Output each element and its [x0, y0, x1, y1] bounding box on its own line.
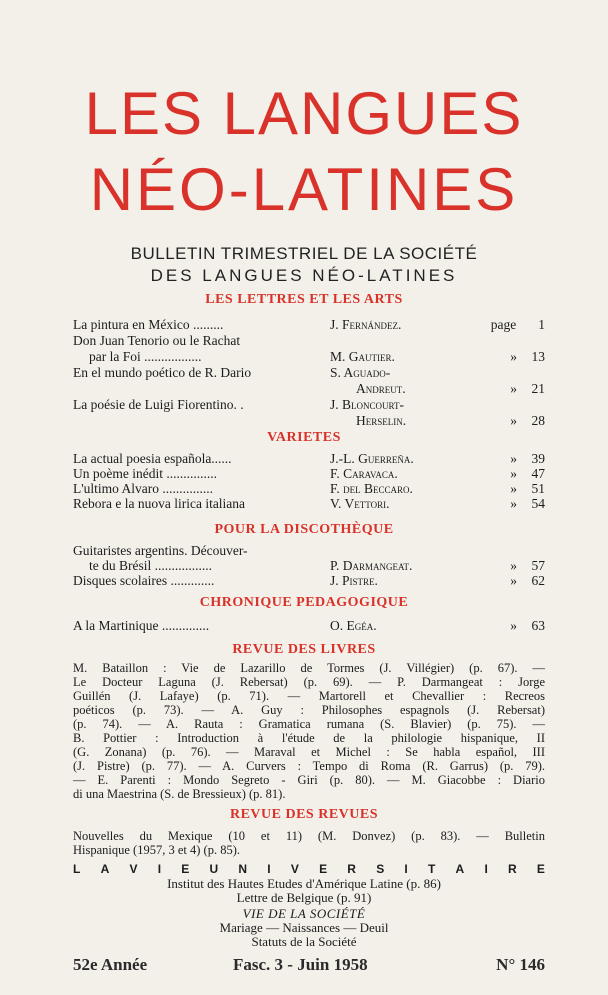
toc-page-mark: »: [510, 466, 517, 481]
vie-universitaire-line2: Lettre de Belgique (p. 91): [236, 890, 372, 905]
toc-page: [510, 466, 545, 482]
toc-author: J. Bloncourt-: [330, 397, 404, 412]
toc-title: En el mundo poético de R. Dario: [73, 365, 252, 380]
toc-page-number: 62: [531, 573, 545, 588]
vie-universitaire-letter: I: [404, 862, 408, 876]
vie-societe-line1: Mariage — Naissances — Deuil: [219, 920, 389, 935]
toc-author: F. del Beccaro.: [330, 481, 413, 496]
toc-page: [510, 413, 545, 429]
toc-title: L'ultimo Alvaro ...............: [73, 481, 214, 496]
footer-fascicule: Fasc. 3 - Juin 1958: [233, 955, 368, 974]
vie-universitaire-letter: R: [347, 862, 356, 876]
vie-universitaire-letter: V: [290, 862, 299, 876]
toc-title: Un poème inédit ...............: [73, 466, 217, 481]
footer: [73, 955, 545, 979]
subtitle-line2: DES LANGUES NÉO-LATINES: [150, 266, 458, 285]
toc-page-number: 54: [531, 496, 545, 511]
section-heading-revue-livres: REVUE DES LIVRES: [232, 642, 376, 657]
toc-page-number: 28: [531, 413, 545, 428]
toc-page-number: 39: [531, 451, 545, 466]
toc-row: [73, 466, 545, 482]
livres-line: Le Docteur Laguna (J. Rebersat) (p. 69). — P. Darmangeat : Jorge: [73, 675, 545, 689]
vie-societe-line2: Statuts de la Société: [251, 934, 357, 949]
toc-title: Don Juan Tenorio ou le Rachat: [73, 333, 241, 348]
toc-row: [73, 481, 545, 497]
vie-universitaire-letter: I: [157, 862, 162, 876]
vie-universitaire-letter: T: [427, 862, 436, 876]
toc-page-number: 13: [531, 349, 545, 364]
toc-page-number: 47: [531, 466, 545, 481]
journal-title-line2: NÉO-LATINES: [89, 156, 519, 223]
toc-page-mark: »: [510, 496, 517, 511]
vie-universitaire-letter: N: [238, 862, 248, 876]
toc-row: [73, 349, 545, 365]
revues-line: Hispanique (1957, 3 et 4) (p. 85).: [73, 843, 240, 857]
vie-universitaire-letter: A: [100, 862, 110, 876]
footer-annee: 52e Année: [73, 955, 148, 974]
toc-title: te du Brésil .................: [89, 558, 212, 573]
section-heading-lettres: LES LETTRES ET LES ARTS: [205, 292, 403, 307]
toc-title: Disques scolaires .............: [73, 573, 215, 588]
vie-universitaire-line1: Institut des Hautes Etudes d'Amérique Latine (p. 86): [167, 876, 441, 891]
toc-author: Herselin.: [356, 413, 407, 428]
revues-line: Nouvelles du Mexique (10 et 11) (M. Donvez) (p. 83). — Bulletin: [73, 829, 545, 843]
livres-line: Guillén (J. Lafaye) (p. 71). — Martorell et Chevallier : Recreos: [73, 689, 545, 703]
vie-universitaire-letter: V: [129, 862, 138, 876]
section-heading-discotheque: POUR LA DISCOTHÈQUE: [214, 522, 394, 537]
vie-universitaire-heading: [73, 862, 545, 876]
toc-page-number: 51: [531, 481, 545, 496]
vie-universitaire-letter: L: [73, 862, 81, 876]
toc-row: [73, 317, 545, 333]
toc-page-number: 1: [538, 317, 545, 332]
vie-universitaire-letter: E: [536, 862, 545, 876]
toc-row: [73, 397, 545, 413]
toc-page-number: 57: [531, 558, 545, 573]
toc-page: [510, 349, 545, 365]
toc-row: [73, 451, 545, 467]
toc-page-mark: »: [510, 573, 517, 588]
vie-societe-heading: VIE DE LA SOCIÉTÉ: [242, 906, 366, 921]
livres-line: poéticos (p. 73). — A. Guy : Philosophes espagnols (J. Rebersat): [73, 703, 545, 717]
vie-universitaire-letter: R: [508, 862, 517, 876]
subtitle-line1: BULLETIN TRIMESTRIEL DE LA SOCIÉTÉ: [130, 244, 478, 263]
livres-line: (G. Zonana) (p. 76). — Maraval et Michel : Se habla español, III: [73, 745, 545, 759]
toc-row: [73, 558, 545, 574]
toc-author: Andreut.: [356, 381, 406, 396]
toc-page: [491, 317, 545, 333]
toc-page: [510, 573, 545, 589]
toc-page-number: 21: [531, 381, 545, 396]
vie-universitaire-letter: E: [181, 862, 190, 876]
vie-universitaire-letter: I: [267, 862, 271, 876]
toc-author: F. Caravaca.: [330, 466, 398, 481]
livres-line: (p. 74). — A. Rauta : Gramatica rumana (S. Blavier) (p. 75). —: [73, 717, 545, 731]
livres-line: di una Maestrina (S. de Bressieux) (p. 81).: [73, 787, 286, 801]
toc-author: S. Aguado-: [330, 365, 391, 380]
toc-title: La actual poesia española......: [73, 451, 232, 466]
toc-row: [73, 333, 545, 349]
toc-row: [73, 573, 545, 589]
vie-universitaire-letter: I: [484, 862, 488, 876]
toc-page: [510, 618, 545, 634]
toc-page-mark: »: [510, 381, 517, 396]
toc-title: La poésie de Luigi Fiorentino. .: [73, 397, 244, 412]
vie-universitaire-letter: U: [209, 862, 219, 876]
toc-author: P. Darmangeat.: [330, 558, 413, 573]
toc-page: [510, 481, 545, 497]
toc-page: [510, 496, 545, 512]
toc-page: [510, 558, 545, 574]
livres-line: — E. Parenti : Mondo Segreto - Giri (p. 80). — M. Giacobbe : Diario: [73, 773, 545, 787]
vie-universitaire-letter: A: [455, 862, 465, 876]
toc-page: [510, 451, 545, 467]
toc-author: J.-L. Guerreña.: [330, 451, 414, 466]
vie-universitaire-letter: E: [319, 862, 328, 876]
section-heading-chronique: CHRONIQUE PEDAGOGIQUE: [199, 595, 409, 610]
toc-author: J. Fernández.: [330, 317, 402, 332]
toc-page-mark: »: [510, 558, 517, 573]
toc-row: [73, 381, 545, 397]
vie-universitaire-letter: S: [376, 862, 385, 876]
toc-row: [73, 365, 545, 381]
toc-row: [73, 618, 545, 634]
toc-page: [510, 381, 545, 397]
toc-author: V. Vettori.: [330, 496, 390, 511]
section-heading-varietes: VARIETES: [267, 430, 341, 445]
livres-line: (J. Pistre) (p. 77). — A. Curvers : Tempo di Roma (R. Garrus) (p. 79).: [73, 759, 545, 773]
toc-page-label: page: [490, 317, 517, 332]
toc-title: Guitaristes argentins. Découver-: [73, 543, 248, 558]
toc-row: [73, 413, 545, 429]
toc-title: par la Foi .................: [89, 349, 202, 364]
toc-row: [73, 496, 545, 512]
section-heading-revue-revues: REVUE DES REVUES: [229, 807, 379, 822]
livres-line: M. Bataillon : Vie de Lazarillo de Tormes (J. Villégier) (p. 67). —: [73, 661, 545, 675]
toc-title: La pintura en México .........: [73, 317, 224, 332]
livres-line: B. Pottier : Introduction à l'étude de la philologie hispanique, II: [73, 731, 545, 745]
toc-page-mark: »: [510, 413, 517, 428]
toc-page-number: 63: [531, 618, 545, 633]
toc-author: O. Egéa.: [330, 618, 377, 633]
toc-page-mark: »: [510, 618, 517, 633]
toc-author: J. Pistre.: [330, 573, 378, 588]
toc-author: M. Gautier.: [330, 349, 395, 364]
toc-title: Rebora e la nuova lirica italiana: [73, 496, 246, 511]
toc-row: [73, 543, 545, 559]
toc-page-mark: »: [510, 481, 517, 496]
footer-numero: N° 146: [496, 955, 545, 974]
toc-title: A la Martinique ..............: [73, 618, 210, 633]
journal-title-line1: LES LANGUES: [84, 80, 524, 147]
toc-page-mark: »: [510, 349, 517, 364]
toc-page-mark: »: [510, 451, 517, 466]
